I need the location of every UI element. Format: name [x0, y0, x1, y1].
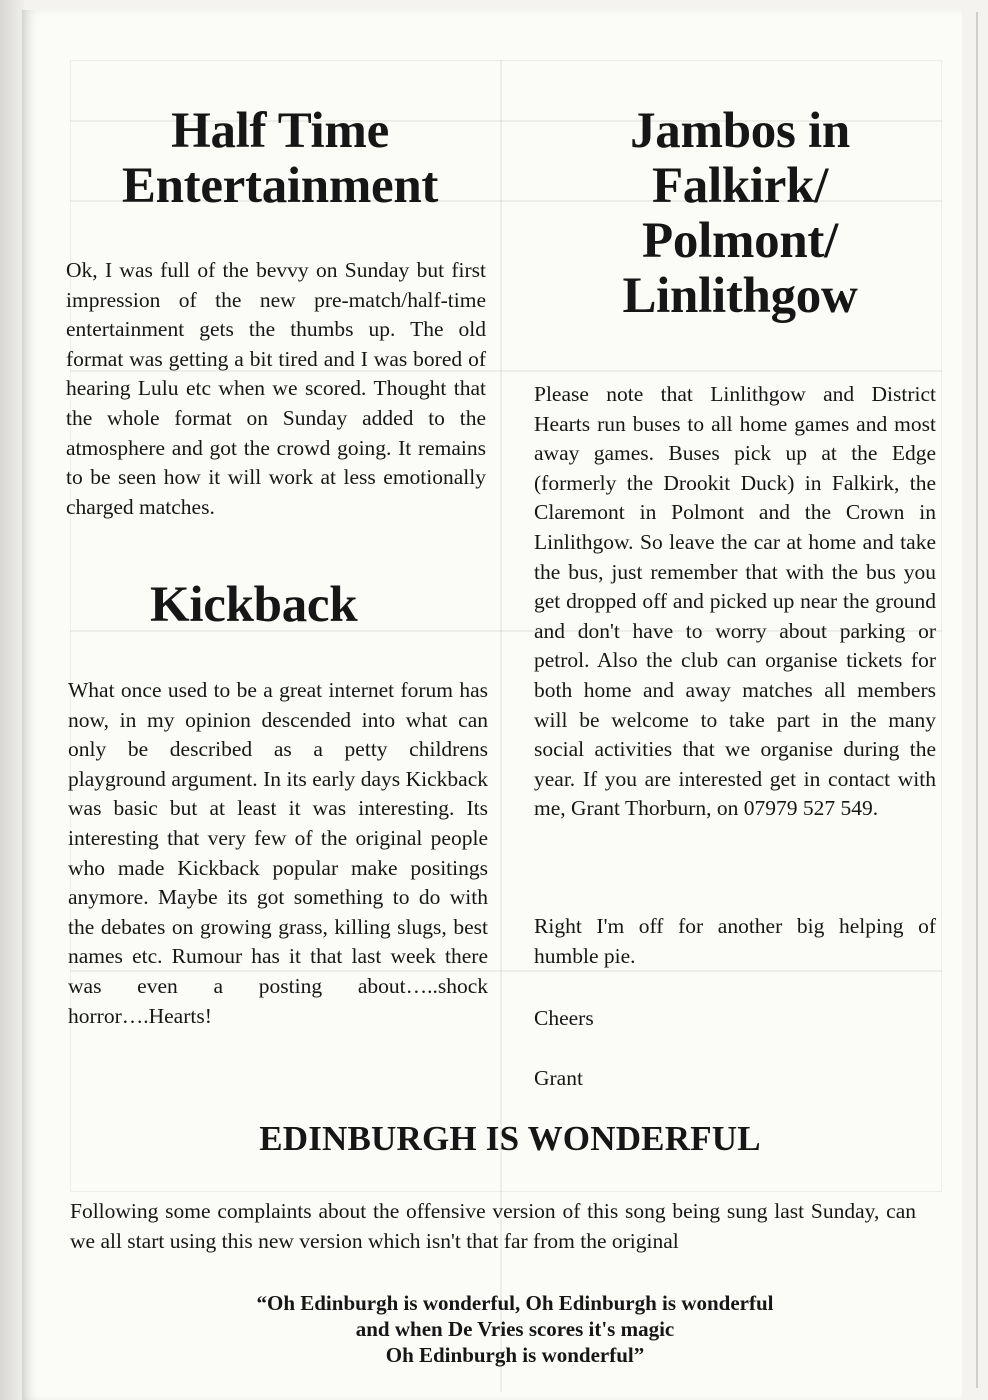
- jambos-signature: Grant: [534, 1066, 583, 1090]
- jambos-heading: Jambos in Falkirk/ Polmont/ Linlithgow: [622, 103, 858, 325]
- half-time-body: Ok, I was full of the bevvy on Sunday but first impression of the new pre-match/half-time entertainment gets the thumbs up. The old format was getting a bit tired and I was bored of hearing Lulu etc when we scored. Thought that the whole format on Sunday added to the atmosphere and got the crowd going. It remains to be seen how it will work at less emotionally charged matches.: [66, 258, 486, 519]
- song-lyrics: [150, 1290, 880, 1368]
- page-edge: [976, 12, 978, 1388]
- binding-shadow: [0, 0, 24, 1400]
- song-line: and when De Vries scores it's magic: [355, 1317, 675, 1341]
- jambos-signoff: Cheers: [534, 1006, 594, 1030]
- kickback-heading: Kickback: [150, 577, 358, 633]
- jambos-closing: Right I'm off for another big helping of humble pie.: [534, 914, 936, 968]
- song-line: Oh Edinburgh is wonderful”: [385, 1343, 645, 1367]
- jambos-body: Please note that Linlithgow and District Hearts run buses to all home games and most away games. Buses pick up at the Edge (formerly the Drookit Duck) in Falkirk, the Claremont in Polmont and the Crown in Linlithgow. So leave the car at home and take the bus, just remember that with the bus you get dropped off and picked up near the ground and don't have to worry about parking or petrol. Also the club can organise tickets for both home and away matches all members will be welcome to take part in the many social activities that we organise during the year. If you are interested get in contact with me, Grant Thorburn, on 07979 527 549.: [534, 382, 936, 821]
- half-time-heading: Half Time Entertainment: [121, 103, 439, 215]
- edinburgh-body: Following some complaints about the offensive version of this song being sung last Sunday, can we all start using this new version which isn't that far from the original: [70, 1199, 916, 1253]
- song-line: “Oh Edinburgh is wonderful, Oh Edinburgh is wonderful: [256, 1291, 774, 1315]
- edinburgh-heading: EDINBURGH IS WONDERFUL: [259, 1119, 761, 1158]
- kickback-body: What once used to be a great internet forum has now, in my opinion descended into what can only be described as a petty childrens playground argument. In its early days Kickback was basic but at least it was interesting. Its interesting that very few of the original people who made Kickback popular make positings anymore. Maybe its got something to do with the debates on growing grass, killing slugs, best names etc. Rumour has it that last week there was even a posting about…..shock horror….Hearts!: [68, 678, 488, 1028]
